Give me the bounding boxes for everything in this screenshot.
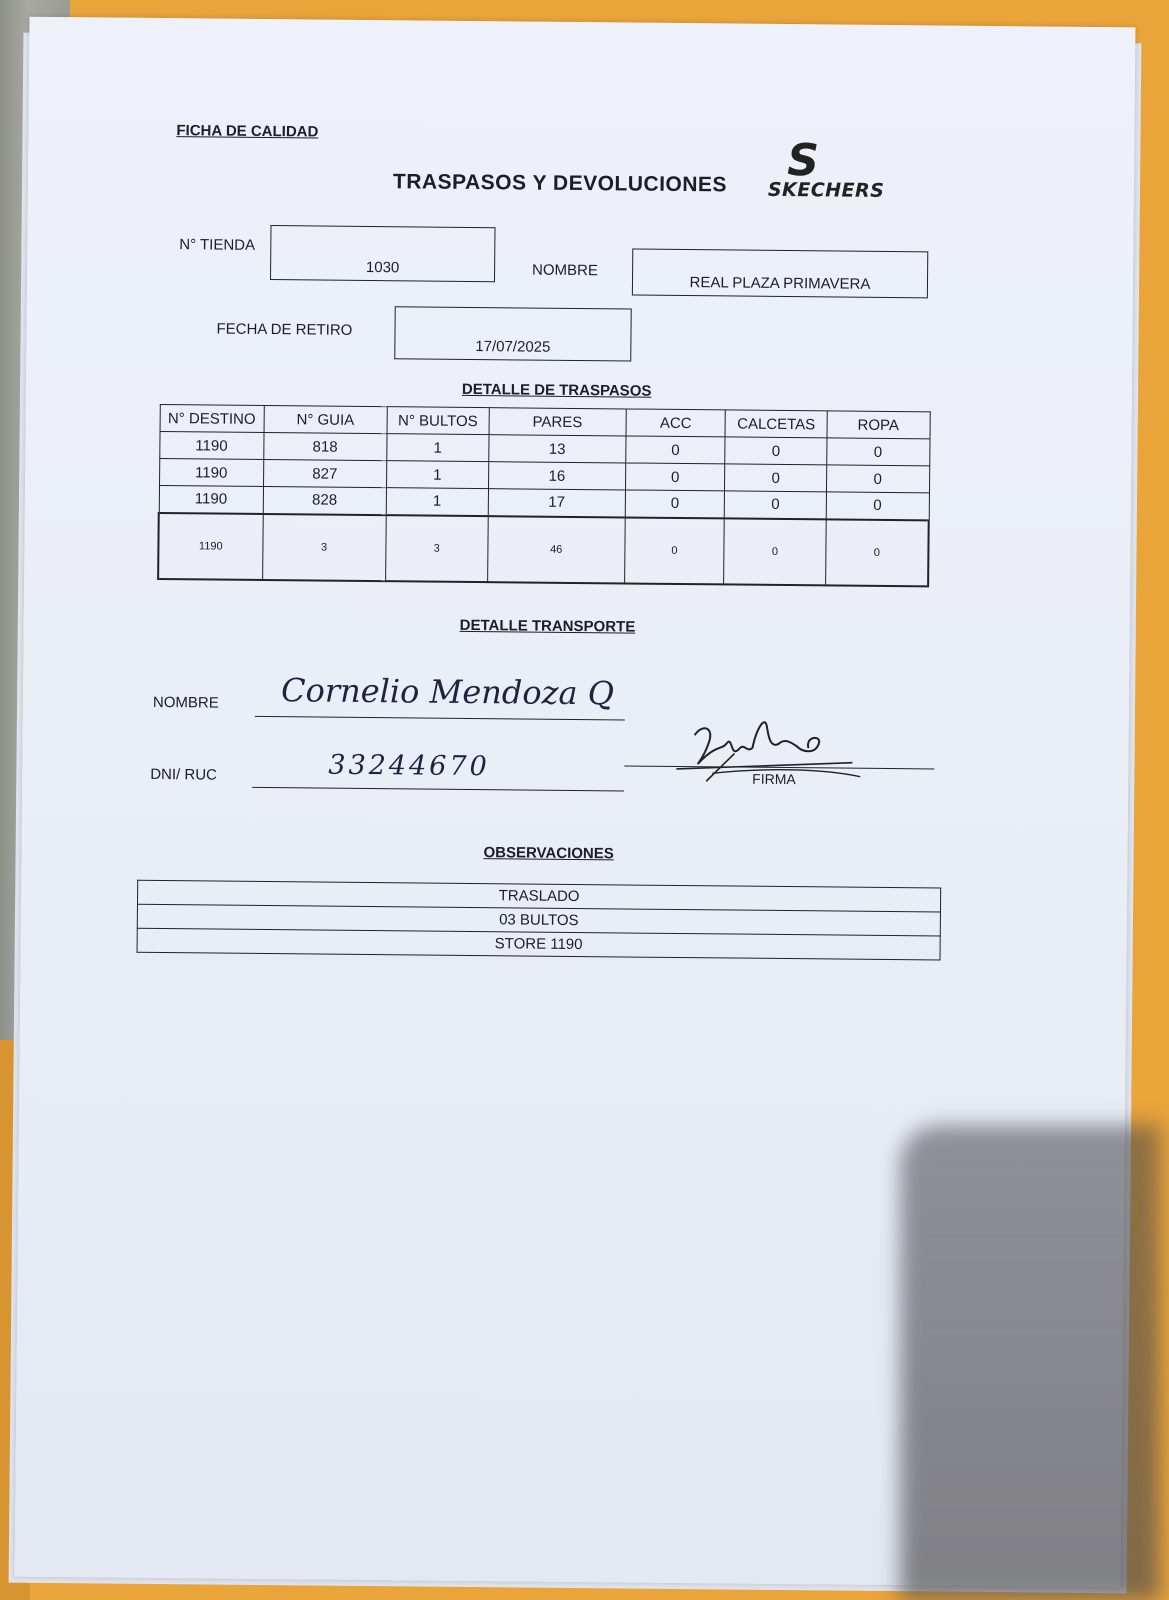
table-cell: 0 (827, 438, 930, 466)
pickup-date-field (394, 306, 631, 361)
store-number-label: N° TIENDA (179, 236, 256, 254)
total-cell: 0 (724, 518, 826, 585)
table-cell: 0 (625, 490, 725, 518)
driver-name-line (255, 716, 625, 721)
table-cell: 1190 (159, 485, 263, 513)
column-header: N° DESTINO (160, 404, 264, 432)
store-name-field (632, 249, 928, 299)
table-cell: 16 (488, 462, 625, 490)
table-cell: 827 (263, 459, 386, 487)
driver-name-handwritten: Cornelio Mendoza Q (280, 671, 615, 713)
hand-shadow (900, 1125, 1160, 1600)
driver-name-label: NOMBRE (152, 693, 219, 712)
driver-id-label: DNI/ RUC (150, 765, 217, 784)
skechers-logo (767, 135, 919, 210)
total-cell: 0 (624, 517, 724, 584)
driver-id-handwritten: 33244670 (328, 749, 490, 783)
total-cell: 1190 (158, 512, 263, 579)
logo-s-mark: S (787, 135, 820, 187)
total-cell: 3 (262, 513, 386, 580)
store-number-field (270, 225, 496, 282)
table-cell: 828 (263, 486, 386, 514)
table-total-row (158, 512, 929, 585)
table-cell: 0 (826, 465, 929, 493)
column-header: N° GUIA (264, 405, 387, 433)
observation-cell: TRASLADO (137, 880, 940, 912)
document-title: TRASPASOS Y DEVOLUCIONES (392, 170, 728, 197)
table-cell: 0 (725, 491, 827, 519)
section-label: FICHA DE CALIDAD (176, 122, 319, 141)
observation-cell: STORE 1190 (137, 928, 940, 960)
total-cell: 0 (825, 519, 928, 586)
table-cell: 17 (488, 489, 625, 517)
table-cell: 13 (489, 435, 626, 463)
pickup-date-value: 17/07/2025 (475, 338, 551, 356)
table-cell: 1 (386, 461, 488, 489)
total-cell: 46 (487, 516, 625, 583)
signature-label: FIRMA (752, 770, 796, 788)
column-header: N° BULTOS (387, 407, 489, 435)
transfers-table (157, 404, 931, 587)
table-cell: 1190 (159, 458, 263, 486)
table-cell: 0 (625, 463, 725, 491)
logo-wordmark: SKECHERS (767, 178, 885, 202)
table-cell: 1 (387, 434, 489, 462)
transfers-title: DETALLE DE TRASPASOS (461, 380, 652, 400)
table-cell: 0 (725, 437, 827, 465)
table-cell: 818 (263, 432, 386, 460)
observation-cell: 03 BULTOS (137, 904, 940, 936)
table-cell: 0 (826, 492, 929, 520)
driver-id-line (252, 787, 624, 792)
store-name-value: REAL PLAZA PRIMAVERA (689, 274, 871, 293)
transport-title: DETALLE TRANSPORTE (459, 616, 636, 636)
column-header: CALCETAS (725, 410, 827, 438)
total-cell: 3 (385, 515, 488, 582)
column-header: ROPA (827, 411, 930, 439)
table-cell: 0 (725, 464, 827, 492)
pickup-date-label: FECHA DE RETIRO (216, 320, 353, 339)
table-cell: 1 (386, 488, 488, 516)
store-name-label: NOMBRE (532, 261, 599, 280)
table-cell: 0 (626, 436, 726, 464)
store-number-value: 1030 (365, 258, 400, 277)
table-cell: 1190 (159, 431, 263, 459)
column-header: ACC (626, 409, 726, 437)
column-header: PARES (489, 408, 626, 436)
observations-table (137, 880, 942, 961)
observations-title: OBSERVACIONES (483, 844, 614, 863)
